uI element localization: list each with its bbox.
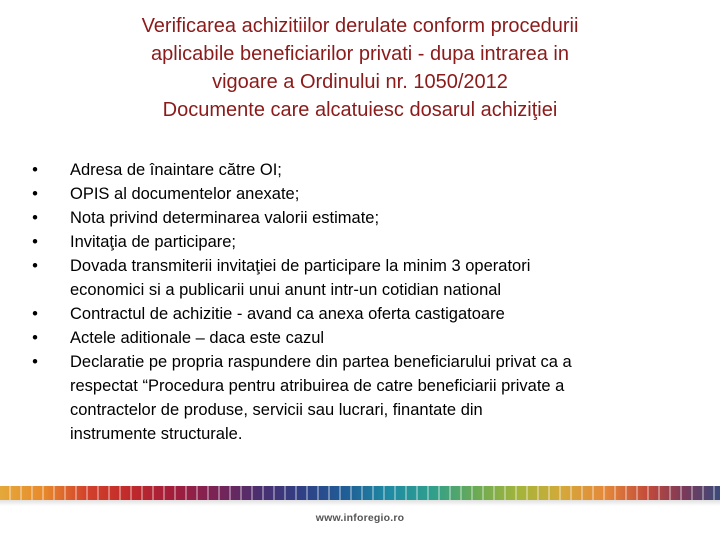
- bullet-icon: •: [32, 185, 38, 203]
- bullet-icon: •: [32, 305, 38, 323]
- title-line: aplicabile beneficiarilor privati - dupa intrarea in: [151, 43, 569, 65]
- list-item: [28, 182, 698, 206]
- list-item: [28, 206, 698, 230]
- bullet-icon: •: [32, 209, 38, 227]
- list-item-text: Invitaţia de participare;: [70, 233, 237, 251]
- list-item: [28, 230, 698, 254]
- list-item: [28, 350, 698, 446]
- list-item-text: OPIS al documentelor anexate;: [70, 185, 300, 203]
- footer-color-band: [0, 486, 720, 500]
- list-item: [28, 158, 698, 182]
- list-item-text: Contractul de achizitie - avand ca anexa oferta castigatoare: [70, 305, 505, 323]
- list-item-text: Adresa de înaintare către OI;: [70, 161, 282, 179]
- bullet-icon: •: [32, 329, 38, 347]
- title-line: Documente care alcatuiesc dosarul achiziţiei: [162, 99, 558, 121]
- footer-url: www.inforegio.ro: [315, 512, 405, 524]
- list-item-text: contractelor de produse, servicii sau lucrari, finantate din: [70, 401, 483, 419]
- bullet-icon: •: [32, 233, 38, 251]
- title-line: Verificarea achizitiilor derulate conform procedurii: [141, 15, 579, 37]
- footer-divider: [0, 500, 720, 506]
- list-item-text: Nota privind determinarea valorii estimate;: [70, 209, 380, 227]
- bullet-icon: •: [32, 257, 38, 275]
- list-item-text: instrumente structurale.: [70, 425, 243, 443]
- list-item-text: respectat “Procedura pentru atribuirea de catre beneficiarii private a: [70, 377, 565, 395]
- list-item-text: economici si a publicarii unui anunt intr-un cotidian national: [70, 281, 502, 299]
- list-item-text: Dovada transmiterii invitaţiei de participare la minim 3 operatori: [70, 257, 531, 275]
- slide-title: [40, 12, 680, 124]
- list-item-text: Declaratie pe propria raspundere din partea beneficiarului privat ca a: [70, 353, 572, 371]
- list-item-text: Actele aditionale – daca este cazul: [70, 329, 325, 347]
- list-item: [28, 302, 698, 326]
- document-list: [28, 158, 698, 446]
- list-item: [28, 326, 698, 350]
- title-line: vigoare a Ordinului nr. 1050/2012: [212, 71, 508, 93]
- list-item: [28, 254, 698, 302]
- bullet-icon: •: [32, 353, 38, 371]
- bullet-icon: •: [32, 161, 38, 179]
